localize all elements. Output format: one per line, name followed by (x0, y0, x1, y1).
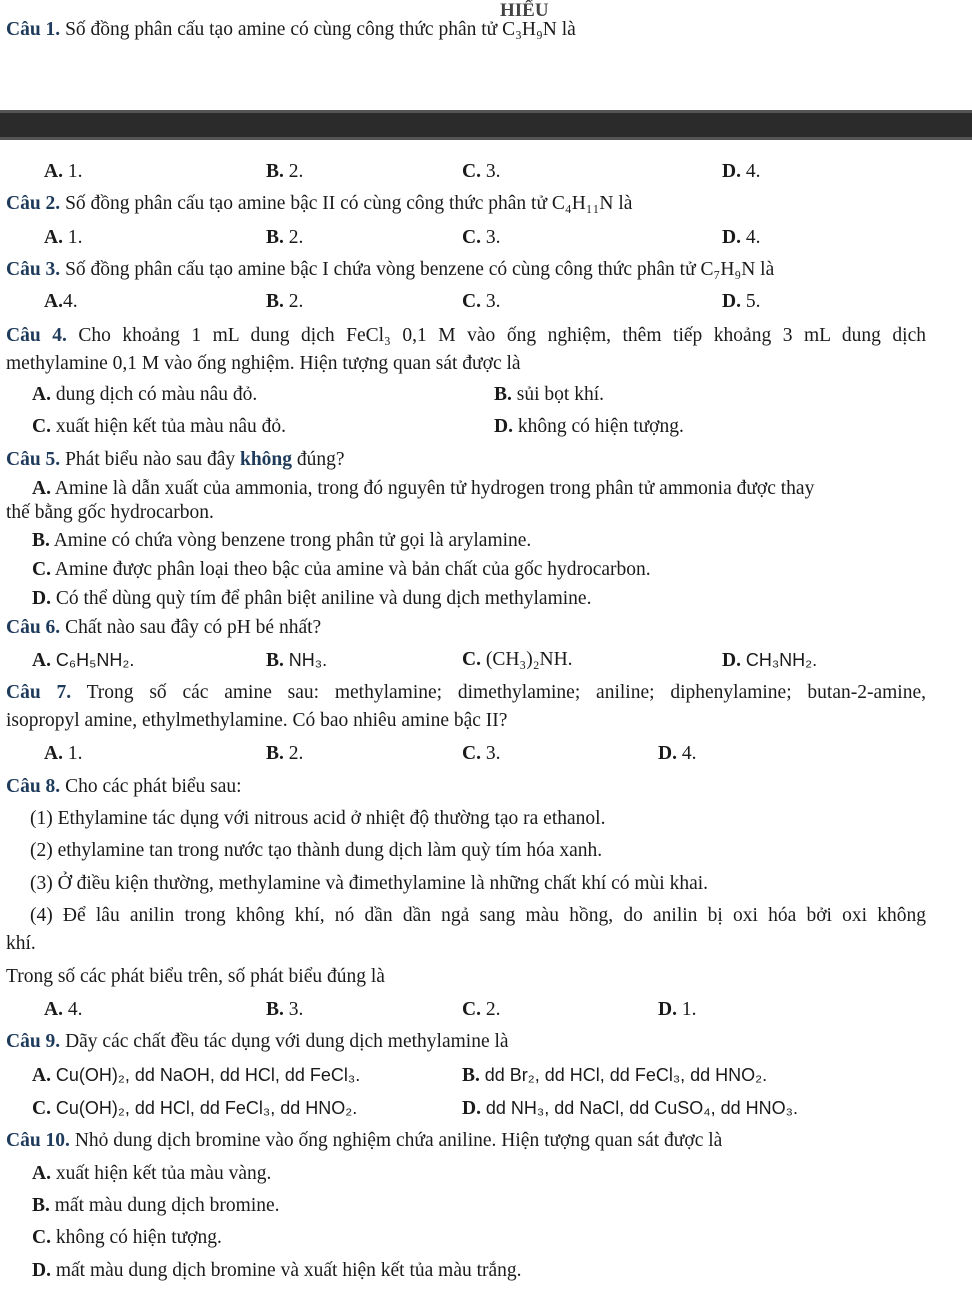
option-b[interactable]: B. NH₃. (266, 650, 328, 671)
question-number: Câu 1. (6, 19, 61, 40)
question-number: Câu 9. (6, 1031, 61, 1052)
question-8 (6, 775, 242, 799)
question-number: Câu 7. (6, 682, 72, 703)
option-b[interactable]: B. 2. (266, 227, 304, 248)
option-b[interactable]: B. 3. (266, 999, 304, 1020)
question-summary: Trong số các phát biểu trên, số phát biểu đúng là (6, 966, 385, 987)
option-d[interactable]: D. CH₃NH₂. (722, 650, 818, 671)
question-number: Câu 6. (6, 617, 61, 638)
question-text-line-1: Trong số các amine sau: methylamine; dimethylamine; aniline; diphenylamine; butan-2-amine, (86, 682, 927, 703)
option-a[interactable]: A. 4. (44, 999, 83, 1020)
option-b[interactable]: B. 2. (266, 161, 304, 182)
question-9 (6, 1030, 509, 1054)
option-c[interactable]: C. xuất hiện kết tủa màu nâu đỏ. (32, 416, 286, 437)
question-text: Chất nào sau đây có pH bé nhất? (65, 617, 322, 638)
question-number: Câu 2. (6, 193, 61, 214)
option-a[interactable]: A. Cu(OH)₂, dd NaOH, dd HCl, dd FeCl₃. (32, 1065, 361, 1086)
question-6 (6, 616, 321, 640)
statement-3: (3) Ở điều kiện thường, methylamine và đimethylamine là những chất khí có mùi khai. (30, 873, 709, 894)
emphasis-not: không (239, 449, 293, 470)
option-c[interactable]: C. không có hiện tượng. (32, 1227, 222, 1248)
option-d[interactable]: D. 5. (722, 291, 761, 312)
question-text: Dãy các chất đều tác dụng với dung dịch methylamine là (65, 1031, 509, 1052)
option-d[interactable]: D. 4. (722, 161, 761, 182)
option-d[interactable]: D. 1. (658, 999, 697, 1020)
option-b[interactable]: B. Amine có chứa vòng benzene trong phân tử gọi là arylamine. (32, 530, 532, 551)
option-b[interactable]: B. mất màu dung dịch bromine. (32, 1195, 280, 1216)
question-number: Câu 3. (6, 259, 61, 280)
question-1 (6, 18, 576, 42)
question-text: Số đồng phân cấu tạo amine bậc I chứa vòng benzene có cùng công thức phân tử C₇H₉N là (65, 259, 775, 280)
option-c[interactable]: C. (CH₃)₂NH. (462, 649, 573, 670)
option-d[interactable]: D. 4. (658, 743, 697, 764)
option-a[interactable]: A.4. (44, 291, 78, 312)
question-4 (6, 324, 926, 348)
question-text-line-1: Cho khoảng 1 mL dung dịch FeCl₃ 0,1 M vào ống nghiệm, thêm tiếp khoảng 3 mL dung dịch (78, 325, 926, 346)
option-a[interactable]: A. C₆H₅NH₂. (32, 650, 135, 671)
option-d[interactable]: D. Có thể dùng quỳ tím để phân biệt aniline và dung dịch methylamine. (32, 588, 592, 609)
option-c[interactable]: C. Amine được phân loại theo bậc của amine và bản chất của gốc hydrocarbon. (32, 559, 651, 580)
question-7 (6, 681, 926, 705)
option-c[interactable]: C. 3. (462, 227, 501, 248)
statement-4-continued: khí. (6, 933, 36, 954)
question-5: Câu 5. Phát biểu nào sau đây không đúng? (6, 449, 345, 470)
option-b[interactable]: B. sủi bọt khí. (494, 384, 604, 405)
option-a[interactable]: A. 1. (44, 161, 83, 182)
question-text: Nhỏ dung dịch bromine vào ống nghiệm chứa aniline. Hiện tượng quan sát được là (74, 1130, 723, 1151)
option-c[interactable]: C. Cu(OH)₂, dd HCl, dd FeCl₃, dd HNO₂. (32, 1098, 358, 1119)
option-b[interactable]: B. 2. (266, 743, 304, 764)
redaction-bar (0, 110, 972, 140)
question-text-line-2: isopropyl amine, ethylmethylamine. Có bao nhiêu amine bậc II? (6, 710, 508, 731)
question-number: Câu 8. (6, 776, 61, 797)
option-c[interactable]: C. 3. (462, 291, 501, 312)
option-b[interactable]: B. 2. (266, 291, 304, 312)
question-2 (6, 192, 632, 216)
question-number: Câu 5. (6, 449, 61, 470)
option-c[interactable]: C. 2. (462, 999, 501, 1020)
question-text-line-2: methylamine 0,1 M vào ống nghiệm. Hiện tượng quan sát được là (6, 353, 521, 374)
question-text: Số đồng phân cấu tạo amine bậc II có cùng công thức phân tử C₄H₁₁N là (65, 193, 633, 214)
question-3 (6, 258, 774, 282)
option-a[interactable]: A. dung dịch có màu nâu đỏ. (32, 384, 258, 405)
question-number: Câu 4. (6, 325, 67, 346)
header-fragment: HIỂU (500, 0, 549, 21)
option-b[interactable]: B. dd Br₂, dd HCl, dd FeCl₃, dd HNO₂. (462, 1065, 768, 1086)
option-d[interactable]: D. dd NH₃, dd NaCl, dd CuSO₄, dd HNO₃. (462, 1098, 798, 1119)
option-c[interactable]: C. 3. (462, 743, 501, 764)
option-a[interactable]: A. 1. (44, 227, 83, 248)
option-a-continued: thế bằng gốc hydrocarbon. (6, 502, 214, 523)
question-text: Cho các phát biểu sau: (65, 776, 242, 797)
option-a[interactable]: A. 1. (44, 743, 83, 764)
statement-1: (1) Ethylamine tác dụng với nitrous acid ở nhiệt độ thường tạo ra ethanol. (30, 808, 606, 829)
option-a[interactable]: A. Amine là dẫn xuất của ammonia, trong đó nguyên tử hydrogen trong phân tử ammonia được thay (32, 478, 815, 499)
option-d[interactable]: D. 4. (722, 227, 761, 248)
question-text: Số đồng phân cấu tạo amine có cùng công thức phân tử C₃H₉N là (65, 19, 576, 40)
statement-2: (2) ethylamine tan trong nước tạo thành dung dịch làm quỳ tím hóa xanh. (30, 840, 603, 861)
option-d[interactable]: D. không có hiện tượng. (494, 416, 684, 437)
statement-4: (4) Để lâu anilin trong không khí, nó dần dần ngả sang màu hồng, do anilin bị oxi hóa bởi oxi không (30, 905, 926, 926)
question-number: Câu 10. (6, 1130, 70, 1151)
option-c[interactable]: C. 3. (462, 161, 501, 182)
question-10 (6, 1129, 722, 1153)
option-d[interactable]: D. mất màu dung dịch bromine và xuất hiện kết tủa màu trắng. (32, 1260, 522, 1281)
option-a[interactable]: A. xuất hiện kết tủa màu vàng. (32, 1163, 272, 1184)
